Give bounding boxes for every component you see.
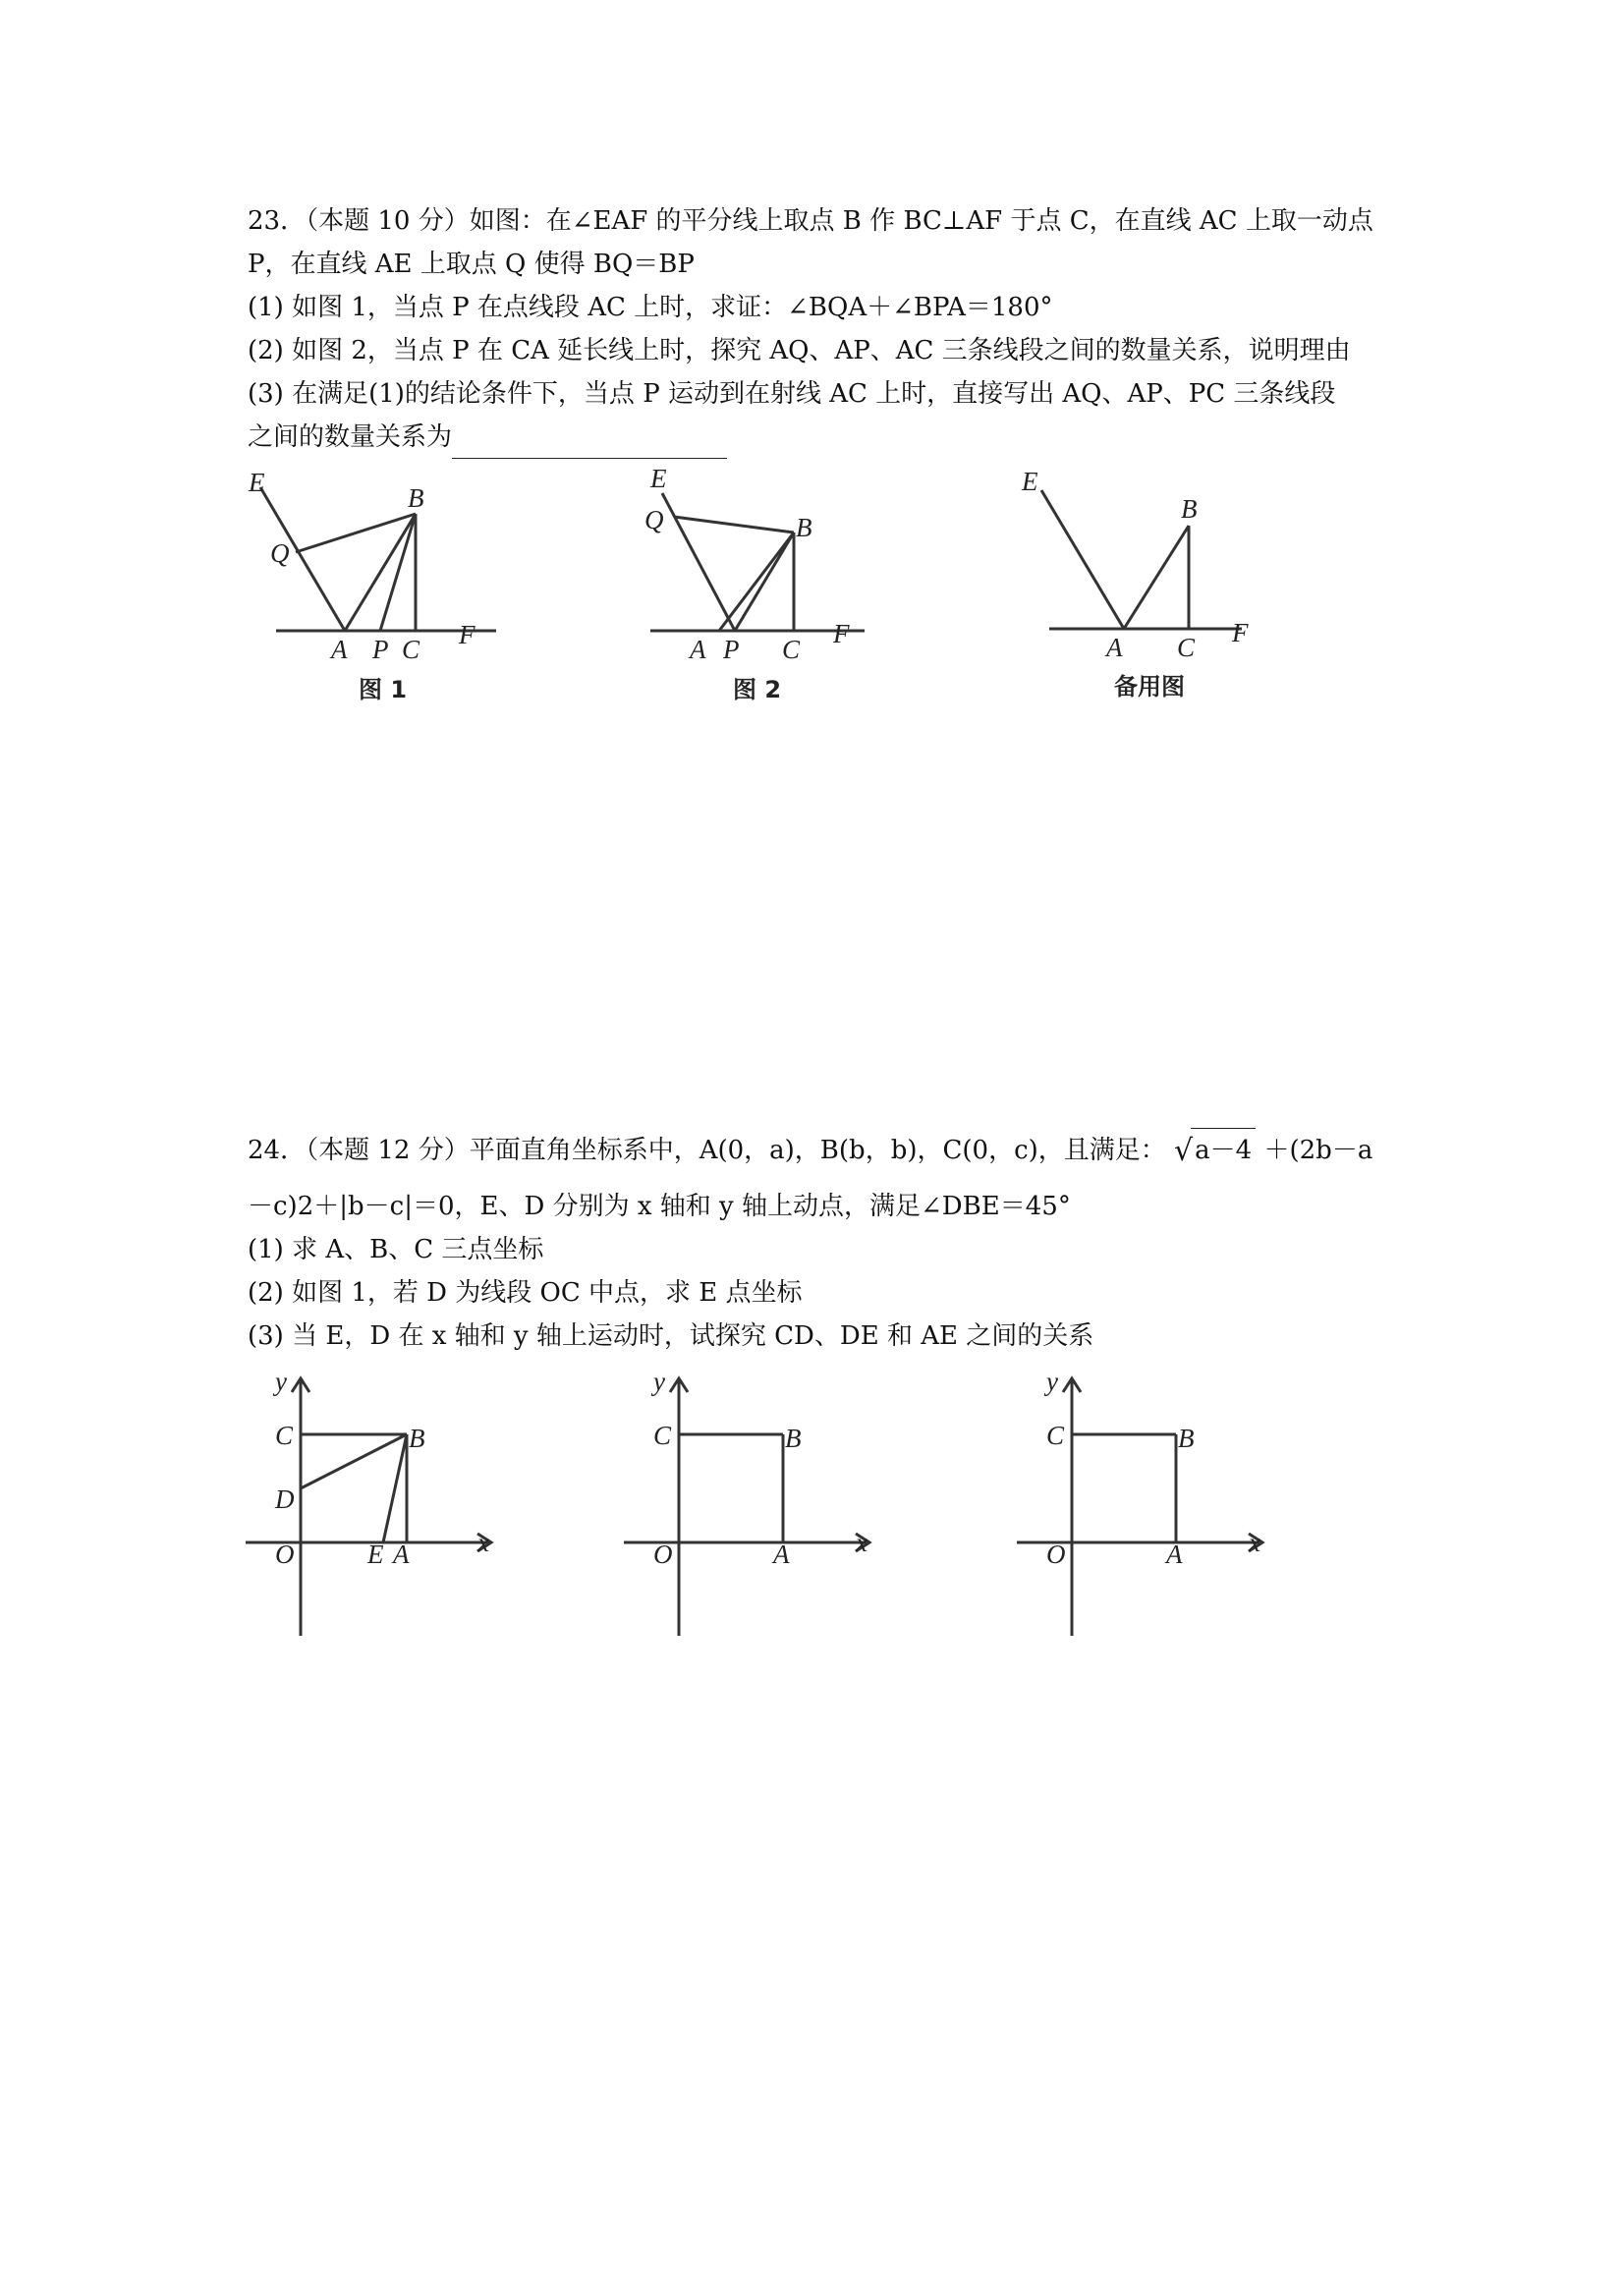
label-B: B	[785, 1424, 802, 1453]
q24-figure-1-svg	[246, 1367, 501, 1646]
sqrt-radicand: a－4	[1191, 1128, 1256, 1172]
q23-line5: (3) 在满足(1)的结论条件下，当点 P 运动到在射线 AC 上时，直接写出 AQ、AP、PC 三条线段	[248, 379, 1336, 409]
label-Q: Q	[644, 505, 664, 534]
q24-figure-2-svg	[624, 1367, 879, 1646]
q24-line1-text-a: 24．（本题 12 分）平面直角坐标系中，A(0，a)，B(b，b)，C(0，c)，且满足：	[248, 1136, 1166, 1165]
q23-line4: (2) 如图 2，当点 P 在 CA 延长线上时，探究 AQ、AP、AC 三条线段之间的数量关系，说明理由	[248, 336, 1351, 365]
label-B: B	[796, 513, 812, 542]
label-E: E	[367, 1540, 384, 1569]
label-E: E	[249, 468, 265, 497]
label-F: F	[833, 619, 850, 648]
q24-figure-3-svg	[1017, 1367, 1272, 1646]
label-C: C	[1046, 1421, 1065, 1450]
q24-figure-3	[1017, 1367, 1272, 1646]
q24-line2: －c)2＋|b－c|＝0，E、D 分别为 x 轴和 y 轴上动点，满足∠DBE＝45°	[248, 1192, 1071, 1221]
q24-line1	[248, 1128, 1387, 1172]
q23-line3: (1) 如图 1，当点 P 在点线段 AC 上时，求证：∠BQA＋∠BPA＝180°	[248, 293, 1053, 322]
q23-line6-text: 之间的数量关系为	[248, 422, 453, 452]
label-A: A	[331, 635, 348, 664]
figure-caption: 图 1	[359, 676, 408, 703]
segment-AB	[1124, 526, 1189, 629]
q23-figure-1-svg	[241, 468, 496, 707]
segment-DB	[301, 1434, 407, 1488]
label-O: O	[1046, 1540, 1066, 1569]
q23-line2: P，在直线 AE 上取点 Q 使得 BQ＝BP	[248, 250, 695, 279]
q23-figure-2	[639, 462, 894, 707]
label-y: y	[275, 1367, 287, 1396]
segment-EB	[383, 1434, 407, 1542]
q23-figure-backup-svg	[1022, 467, 1277, 702]
q24-line5: (3) 当 E，D 在 x 轴和 y 轴上运动时，试探究 CD、DE 和 AE 之间的关系	[248, 1321, 1094, 1351]
q23-line1: 23．（本题 10 分）如图：在∠EAF 的平分线上取点 B 作 BC⊥AF 于点 C，在直线 AC 上取一动点	[248, 206, 1373, 236]
label-P: P	[372, 635, 389, 664]
label-B: B	[408, 483, 424, 513]
q23-line6	[248, 416, 1387, 459]
label-x: x	[477, 1528, 489, 1557]
q24-figure-2	[624, 1367, 879, 1646]
label-A: A	[773, 1540, 790, 1569]
q24-line3: (1) 求 A、B、C 三点坐标	[248, 1235, 544, 1264]
sqrt-symbol: √	[1174, 1134, 1194, 1168]
q23-figure-1	[241, 468, 496, 707]
segment-AB	[735, 532, 794, 631]
label-E: E	[1022, 467, 1038, 496]
segment-AB	[345, 514, 416, 631]
label-C: C	[402, 635, 420, 664]
label-B: B	[1178, 1424, 1195, 1453]
figure-caption: 备用图	[1114, 673, 1185, 700]
label-F: F	[459, 620, 476, 649]
segment-PB	[719, 532, 794, 631]
q24-line4: (2) 如图 1，若 D 为线段 OC 中点，求 E 点坐标	[248, 1278, 803, 1308]
label-A: A	[1166, 1540, 1183, 1569]
label-F: F	[1232, 618, 1249, 647]
label-C: C	[275, 1421, 294, 1450]
label-O: O	[275, 1540, 295, 1569]
label-C: C	[782, 635, 801, 664]
label-O: O	[653, 1540, 673, 1569]
q24-figure-1	[246, 1367, 501, 1646]
q24-line1-text-b: ＋(2b－a	[1263, 1136, 1373, 1165]
label-C: C	[1177, 633, 1196, 662]
label-y: y	[1046, 1367, 1058, 1396]
label-y: y	[653, 1367, 665, 1396]
label-Q: Q	[270, 538, 290, 568]
label-A: A	[690, 635, 706, 664]
label-E: E	[650, 464, 667, 493]
q23-figure-backup	[1022, 467, 1277, 702]
line-AE	[1041, 490, 1124, 629]
label-B: B	[1181, 494, 1198, 524]
segment-QB	[296, 514, 416, 552]
line-AE	[662, 493, 735, 631]
figure-caption: 图 2	[733, 676, 782, 703]
segment-QB	[674, 517, 794, 532]
answer-blank[interactable]	[452, 428, 727, 459]
label-D: D	[275, 1484, 295, 1514]
label-P: P	[723, 635, 740, 664]
label-C: C	[653, 1421, 672, 1450]
label-A: A	[1106, 633, 1123, 662]
label-x: x	[1249, 1528, 1260, 1557]
segment-PB	[380, 514, 416, 631]
label-x: x	[856, 1528, 867, 1557]
label-A: A	[393, 1540, 410, 1569]
q23-figure-2-svg	[639, 462, 894, 707]
label-B: B	[409, 1424, 425, 1453]
